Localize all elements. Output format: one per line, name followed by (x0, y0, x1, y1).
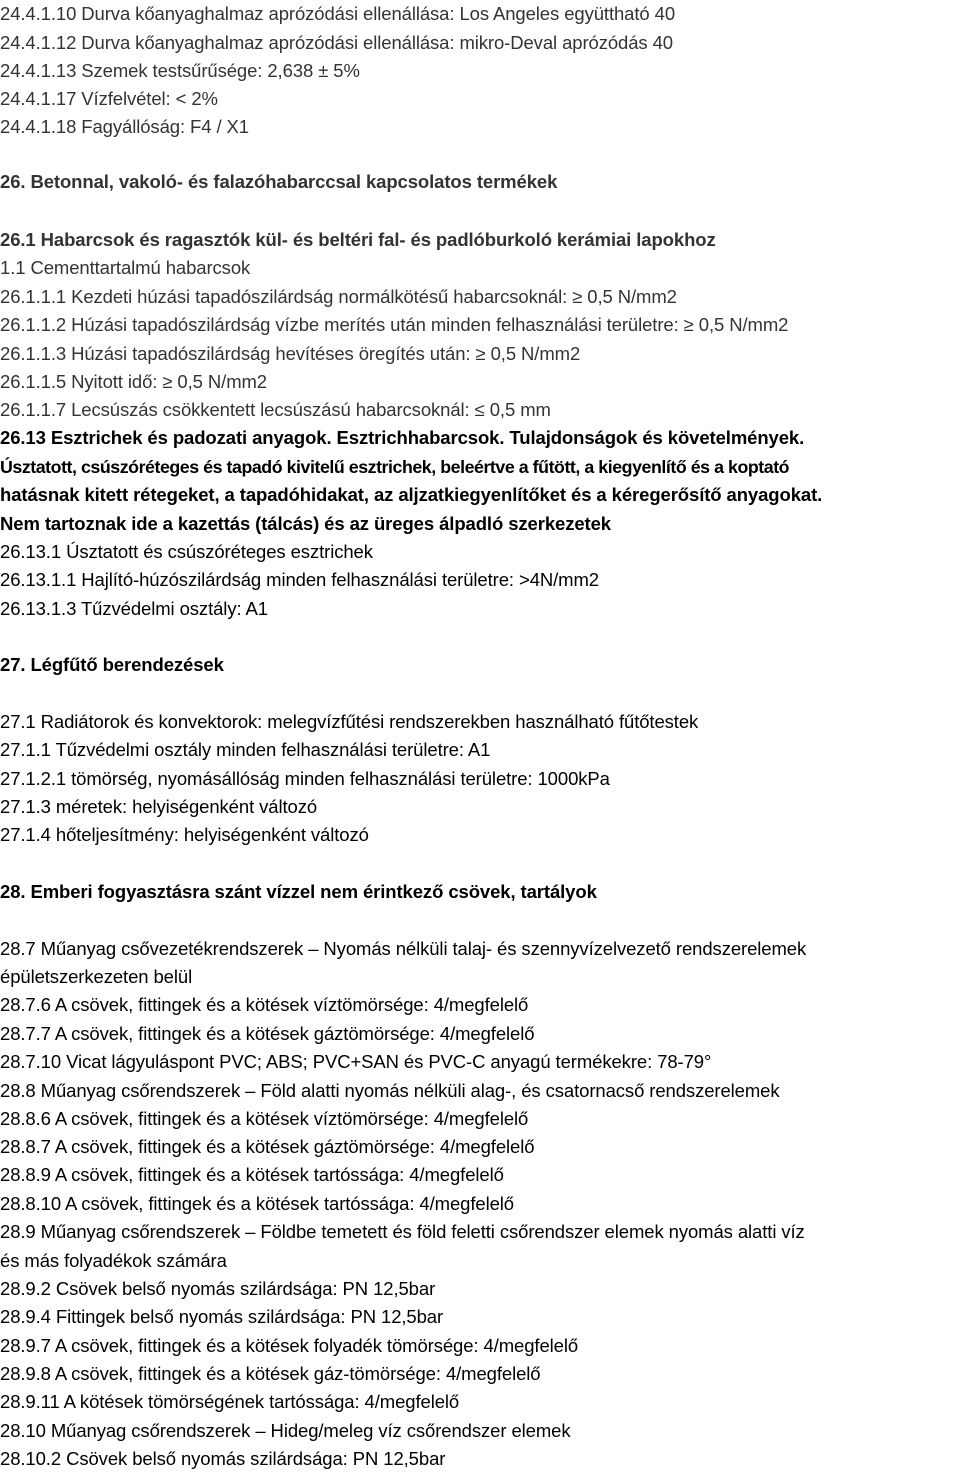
bold-paragraph-line: Úsztatott, csúszóréteges és tapadó kivitelű esztrichek, beleértve a fűtött, a kiegyenlítő és a koptató (0, 457, 790, 477)
text-line: 28.8.6 A csövek, fittingek és a kötések víztömörsége: 4/megfelelő (0, 1108, 529, 1129)
text-line: 24.4.1.18 Fagyállóság: F4 / X1 (0, 116, 249, 137)
text-line: 27.1 Radiátorok és konvektorok: melegvízfűtési rendszerekben használható fűtőtestek (0, 711, 699, 732)
text-line: 27.1.3 méretek: helyiségenként változó (0, 796, 318, 817)
text-line: 28.7.10 Vicat lágyuláspont PVC; ABS; PVC+SAN és PVC-C anyagú termékekre: 78-79° (0, 1051, 712, 1072)
text-line: 24.4.1.10 Durva kőanyaghalmaz aprózódási ellenállása: Los Angeles együttható 40 (0, 3, 676, 24)
text-line: 28.7 Műanyag csővezetékrendszerek – Nyomás nélküli talaj- és szennyvízelvezető rendszerelemek (0, 938, 807, 959)
text-line: 26.1.1.5 Nyitott idő: ≥ 0,5 N/mm2 (0, 371, 268, 392)
text-line: 28.8.7 A csövek, fittingek és a kötések gáztömörsége: 4/megfelelő (0, 1136, 535, 1157)
text-line: 28.8 Műanyag csőrendszerek – Föld alatti nyomás nélküli alag-, és csatornacső rendszerelemek (0, 1080, 780, 1101)
text-line: 24.4.1.13 Szemek testsűrűsége: 2,638 ± 5% (0, 60, 360, 81)
text-line: 28.9.8 A csövek, fittingek és a kötések gáz-tömörsége: 4/megfelelő (0, 1363, 541, 1384)
text-line: 27.1.1 Tűzvédelmi osztály minden felhasználási területre: A1 (0, 739, 491, 760)
text-line: 28.9.7 A csövek, fittingek és a kötések folyadék tömörsége: 4/megfelelő (0, 1335, 579, 1356)
text-line: 28.7.6 A csövek, fittingek és a kötések víztömörsége: 4/megfelelő (0, 994, 529, 1015)
text-line: 26.1.1.3 Húzási tapadószilárdság hevítéses öregítés után: ≥ 0,5 N/mm2 (0, 343, 581, 364)
text-line: 28.8.10 A csövek, fittingek és a kötések tartóssága: 4/megfelelő (0, 1193, 514, 1214)
text-line: 28.7.7 A csövek, fittingek és a kötések gáztömörsége: 4/megfelelő (0, 1023, 535, 1044)
text-line: 28.9.11 A kötések tömörségének tartóssága: 4/megfelelő (0, 1391, 460, 1412)
text-line: 26.1.1.1 Kezdeti húzási tapadószilárdság normálkötésű habarcsoknál: ≥ 0,5 N/mm2 (0, 286, 677, 307)
text-line: 1.1 Cementtartalmú habarcsok (0, 257, 251, 278)
text-line: 28.10 Műanyag csőrendszerek – Hideg/meleg víz csőrendszer elemek (0, 1420, 571, 1441)
bold-paragraph-line: Nem tartoznak ide a kazettás (tálcás) és az üreges álpadló szerkezetek (0, 513, 611, 534)
section-heading: 27. Légfűtő berendezések (0, 654, 224, 675)
bold-paragraph-line: hatásnak kitett rétegeket, a tapadóhidakat, az aljzatkiegyenlítőket és a kéregerősítő anyagokat. (0, 484, 823, 505)
text-line: 26.1.1.7 Lecsúszás csökkentett lecsúszású habarcsoknál: ≤ 0,5 mm (0, 399, 551, 420)
text-line: 26.13.1 Úsztatott és csúszóréteges esztrichek (0, 541, 373, 562)
text-line: 28.10.2 Csövek belső nyomás szilárdsága: PN 12,5bar (0, 1448, 446, 1469)
text-line: 27.1.2.1 tömörség, nyomásállóság minden felhasználási területre: 1000kPa (0, 768, 610, 789)
text-line: épületszerkezeten belül (0, 966, 193, 987)
section-heading: 26.1 Habarcsok és ragasztók kül- és beltéri fal- és padlóburkoló kerámiai lapokhoz (0, 229, 716, 250)
text-line: 26.13.1.1 Hajlító-húzószilárdság minden felhasználási területre: >4N/mm2 (0, 569, 599, 590)
text-line: 24.4.1.12 Durva kőanyaghalmaz aprózódási ellenállása: mikro-Deval aprózódás 40 (0, 32, 673, 53)
text-line: 26.1.1.2 Húzási tapadószilárdság vízbe merítés után minden felhasználási területre: ≥ 0,5 N/mm2 (0, 314, 789, 335)
text-line: és más folyadékok számára (0, 1250, 227, 1271)
section-heading: 26.13 Esztrichek és padozati anyagok. Esztrichhabarcsok. Tulajdonságok és követelmények. (0, 427, 805, 448)
text-line: 28.9.2 Csövek belső nyomás szilárdsága: PN 12,5bar (0, 1278, 436, 1299)
text-line: 28.8.9 A csövek, fittingek és a kötések tartóssága: 4/megfelelő (0, 1164, 504, 1185)
text-line: 27.1.4 hőteljesítmény: helyiségenként változó (0, 824, 369, 845)
section-heading: 26. Betonnal, vakoló- és falazóhabarccsal kapcsolatos termékek (0, 171, 558, 192)
text-line: 28.9.4 Fittingek belső nyomás szilárdsága: PN 12,5bar (0, 1306, 444, 1327)
text-line: 24.4.1.17 Vízfelvétel: < 2% (0, 88, 218, 109)
text-line: 26.13.1.3 Tűzvédelmi osztály: A1 (0, 598, 268, 619)
section-heading: 28. Emberi fogyasztásra szánt vízzel nem érintkező csövek, tartályok (0, 881, 597, 902)
text-line: 28.9 Műanyag csőrendszerek – Földbe temetett és föld feletti csőrendszer elemek nyomás alatti víz (0, 1221, 805, 1242)
